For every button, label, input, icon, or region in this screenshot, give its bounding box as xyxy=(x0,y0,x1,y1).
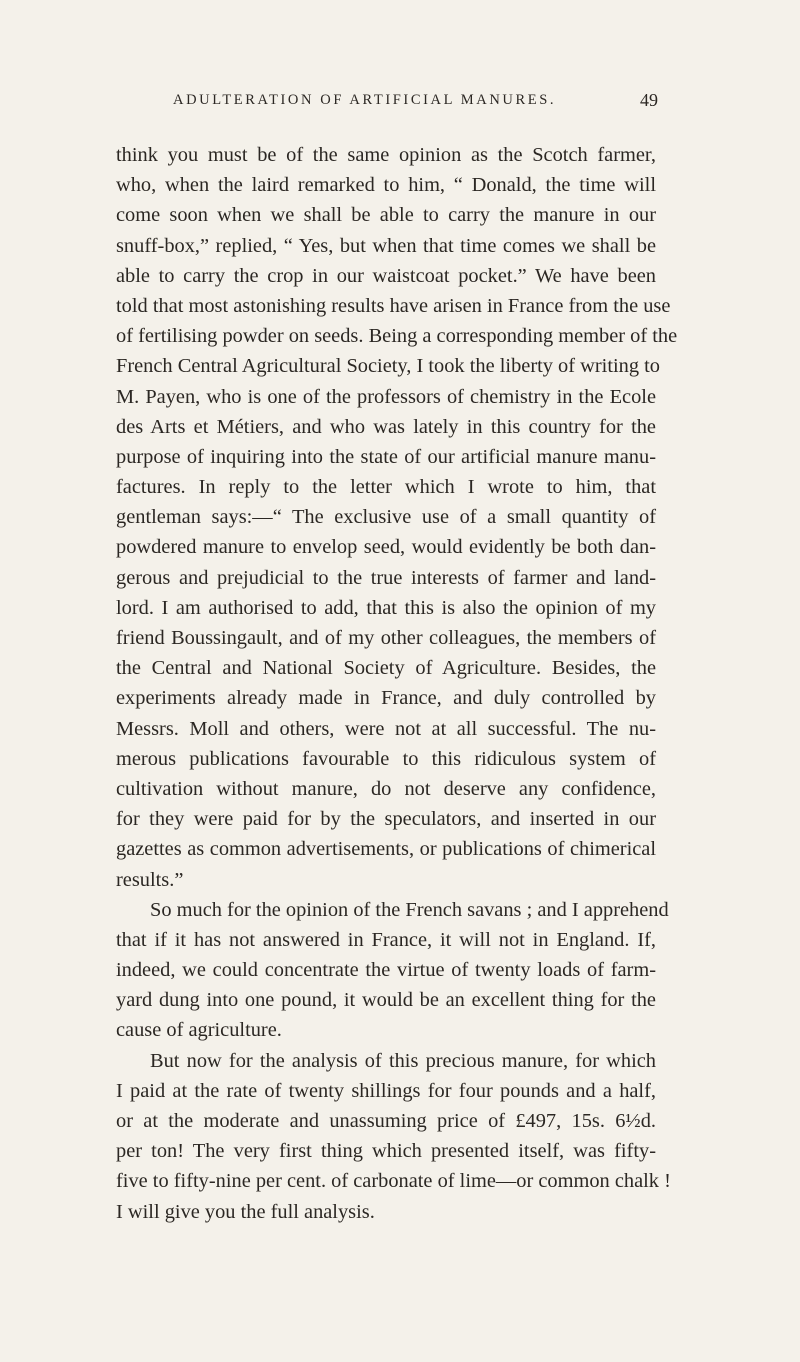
running-head xyxy=(0,92,800,116)
text-line: five to fifty-nine per cent. of carbonate of lime—or common chalk ! xyxy=(116,1170,671,1193)
text-line: gazettes as common advertisements, or publications of chimerical xyxy=(116,838,656,861)
paragraph xyxy=(116,1046,671,1227)
text-line: But now for the analysis of this precious manure, for which xyxy=(150,1049,656,1072)
text-line: indeed, we could concentrate the virtue of twenty loads of farm- xyxy=(116,959,656,982)
text-line: experiments already made in France, and duly controlled by xyxy=(116,687,656,710)
text-line: for they were paid for by the speculators, and inserted in our xyxy=(116,808,656,831)
text-line: M. Payen, who is one of the professors of chemistry in the Ecole xyxy=(116,385,656,408)
text-line: cause of agriculture. xyxy=(116,1019,282,1042)
text-line: purpose of inquiring into the state of our artificial manure manu- xyxy=(116,445,656,468)
paragraph xyxy=(116,140,678,895)
text-line: merous publications favourable to this ridiculous system of xyxy=(116,747,656,770)
text-line: come soon when we shall be able to carry the manure in our xyxy=(116,204,656,227)
text-line: cultivation without manure, do not deserve any confidence, xyxy=(116,777,656,800)
text-line: the Central and National Society of Agriculture. Besides, the xyxy=(116,657,656,680)
text-line: or at the moderate and unassuming price of £497, 15s. 6½d. xyxy=(116,1110,656,1132)
text-line: Messrs. Moll and others, were not at all successful. The nu- xyxy=(116,717,656,740)
text-line: that if it has not answered in France, it will not in England. If, xyxy=(116,928,656,951)
paragraph xyxy=(116,895,669,1046)
text-line: So much for the opinion of the French savans ; and I apprehend xyxy=(150,898,669,921)
text-line: told that most astonishing results have arisen in France from the use xyxy=(116,294,671,317)
text-line: of fertilising powder on seeds. Being a corresponding member of the xyxy=(116,325,678,348)
text-line: think you must be of the same opinion as the Scotch farmer, xyxy=(116,144,656,166)
text-line: yard dung into one pound, it would be an excellent thing for the xyxy=(116,989,656,1012)
text-line: I paid at the rate of twenty shillings for four pounds and a half, xyxy=(116,1079,656,1102)
text-line: gentleman says:—“ The exclusive use of a small quantity of xyxy=(116,506,656,529)
text-line: able to carry the crop in our waistcoat pocket.” We have been xyxy=(116,264,656,287)
text-line: per ton! The very first thing which presented itself, was fifty- xyxy=(116,1140,656,1163)
text-line: factures. In reply to the letter which I wrote to him, that xyxy=(116,476,656,499)
text-line: French Central Agricultural Society, I took the liberty of writing to xyxy=(116,355,661,378)
text-line: powdered manure to envelop seed, would evidently be both dan- xyxy=(116,536,656,559)
running-title: ADULTERATION OF ARTIFICIAL MANURES. xyxy=(173,92,557,108)
body-text xyxy=(116,140,678,1227)
text-line: snuff-box,” replied, “ Yes, but when that time comes we shall be xyxy=(116,234,656,257)
page-number: 49 xyxy=(640,90,658,110)
text-line: friend Boussingault, and of my other colleagues, the members of xyxy=(116,627,656,649)
text-line: results.” xyxy=(116,868,184,891)
text-line: who, when the laird remarked to him, “ Donald, the time will xyxy=(116,174,656,197)
text-line: des Arts et Métiers, and who was lately in this country for the xyxy=(116,415,656,438)
text-line: I will give you the full analysis. xyxy=(116,1200,375,1223)
text-line: gerous and prejudicial to the true interests of farmer and land- xyxy=(116,566,656,589)
text-line: lord. I am authorised to add, that this is also the opinion of my xyxy=(116,596,656,619)
